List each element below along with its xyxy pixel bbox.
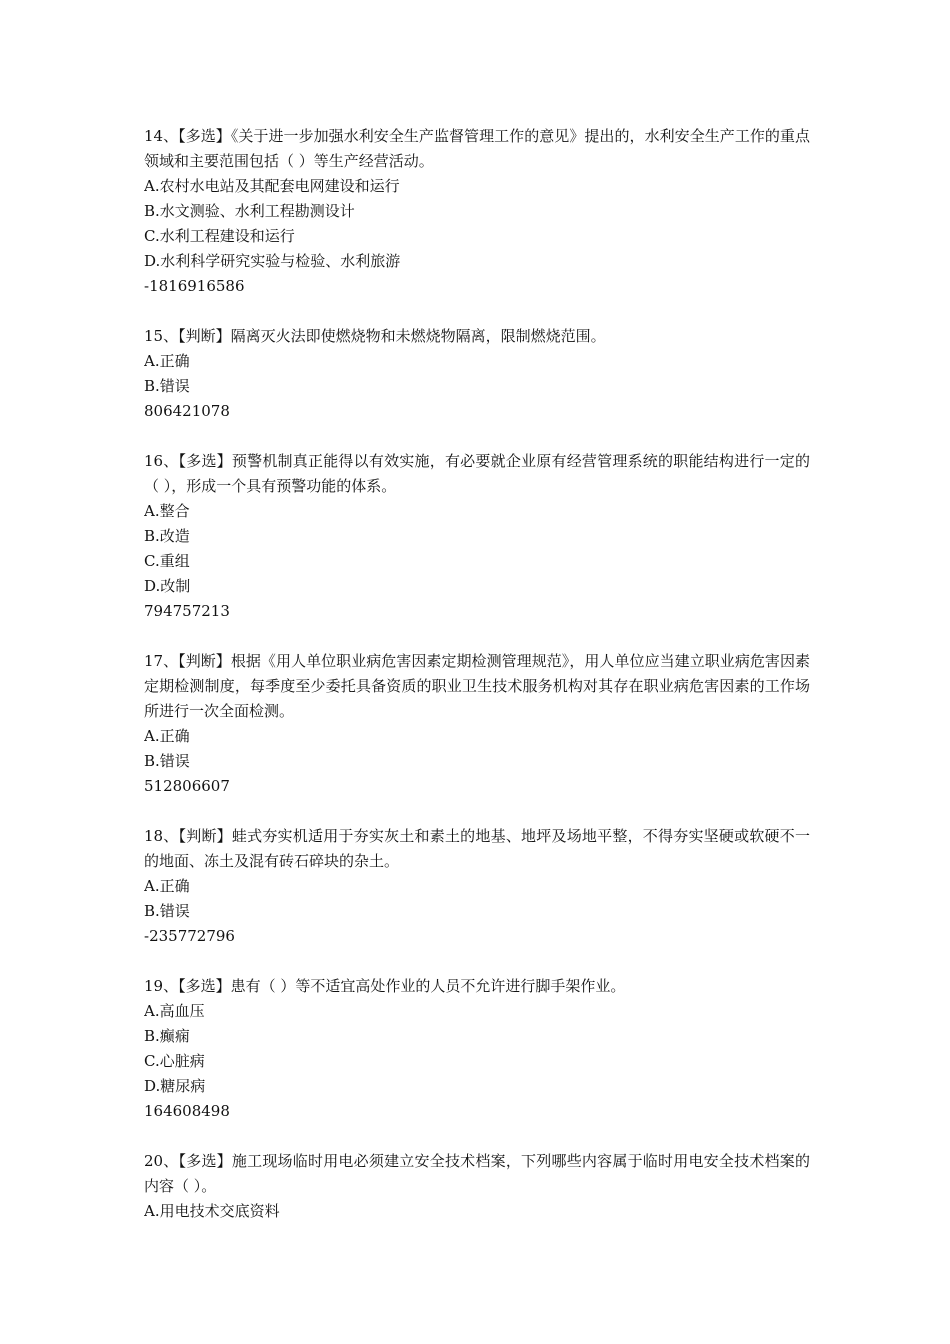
option-b: B.改造 <box>144 527 190 545</box>
option-b: B.癫痫 <box>144 1027 190 1045</box>
option-c: C.心脏病 <box>144 1052 205 1070</box>
question-code: 512806607 <box>144 777 230 795</box>
question-18 <box>144 824 810 949</box>
question-19 <box>144 974 810 1124</box>
question-code: -235772796 <box>144 927 235 945</box>
option-b: B.错误 <box>144 377 190 395</box>
option-d: D.水利科学研究实验与检验、水利旅游 <box>144 252 401 270</box>
option-a: A.正确 <box>144 352 190 370</box>
question-14 <box>144 124 810 299</box>
question-stem: 20、【多选】施工现场临时用电必须建立安全技术档案，下列哪些内容属于临时用电安全技术档案的内容（ ）。 <box>144 1152 810 1195</box>
question-15 <box>144 324 810 424</box>
question-stem: 15、【判断】隔离灭火法即使燃烧物和未燃烧物隔离，限制燃烧范围。 <box>144 327 606 345</box>
question-stem: 17、【判断】根据《用人单位职业病危害因素定期检测管理规范》，用人单位应当建立职业病危害因素定期检测制度，每季度至少委托具备资质的职业卫生技术服务机构对其存在职业病危害因素的工作场所进行一次全面检测。 <box>144 652 810 720</box>
question-code: 164608498 <box>144 1102 230 1120</box>
question-stem: 19、【多选】患有（ ）等不适宜高处作业的人员不允许进行脚手架作业。 <box>144 977 626 995</box>
question-code: -1816916586 <box>144 277 245 295</box>
question-17 <box>144 649 810 799</box>
question-code: 794757213 <box>144 602 230 620</box>
option-a: A.用电技术交底资料 <box>144 1202 280 1220</box>
option-c: C.水利工程建设和运行 <box>144 227 295 245</box>
option-b: B.错误 <box>144 902 190 920</box>
option-a: A.高血压 <box>144 1002 205 1020</box>
option-a: A.正确 <box>144 877 190 895</box>
option-a: A.农村水电站及其配套电网建设和运行 <box>144 177 400 195</box>
question-stem: 18、【判断】蛙式夯实机适用于夯实灰土和素土的地基、地坪及场地平整，不得夯实坚硬或软硬不一的地面、冻土及混有砖石碎块的杂土。 <box>144 827 810 870</box>
option-a: A.正确 <box>144 727 190 745</box>
option-c: C.重组 <box>144 552 190 570</box>
question-16 <box>144 449 810 624</box>
option-a: A.整合 <box>144 502 190 520</box>
question-20 <box>144 1149 810 1224</box>
question-stem: 14、【多选】《关于进一步加强水利安全生产监督管理工作的意见》提出的，水利安全生产工作的重点领域和主要范围包括（ ）等生产经营活动。 <box>144 127 810 170</box>
document-page <box>144 124 810 1249</box>
option-d: D.改制 <box>144 577 191 595</box>
option-b: B.错误 <box>144 752 190 770</box>
option-b: B.水文测验、水利工程勘测设计 <box>144 202 355 220</box>
question-code: 806421078 <box>144 402 230 420</box>
option-d: D.糖尿病 <box>144 1077 206 1095</box>
question-stem: 16、【多选】预警机制真正能得以有效实施，有必要就企业原有经营管理系统的职能结构进行一定的（ ），形成一个具有预警功能的体系。 <box>144 452 810 495</box>
